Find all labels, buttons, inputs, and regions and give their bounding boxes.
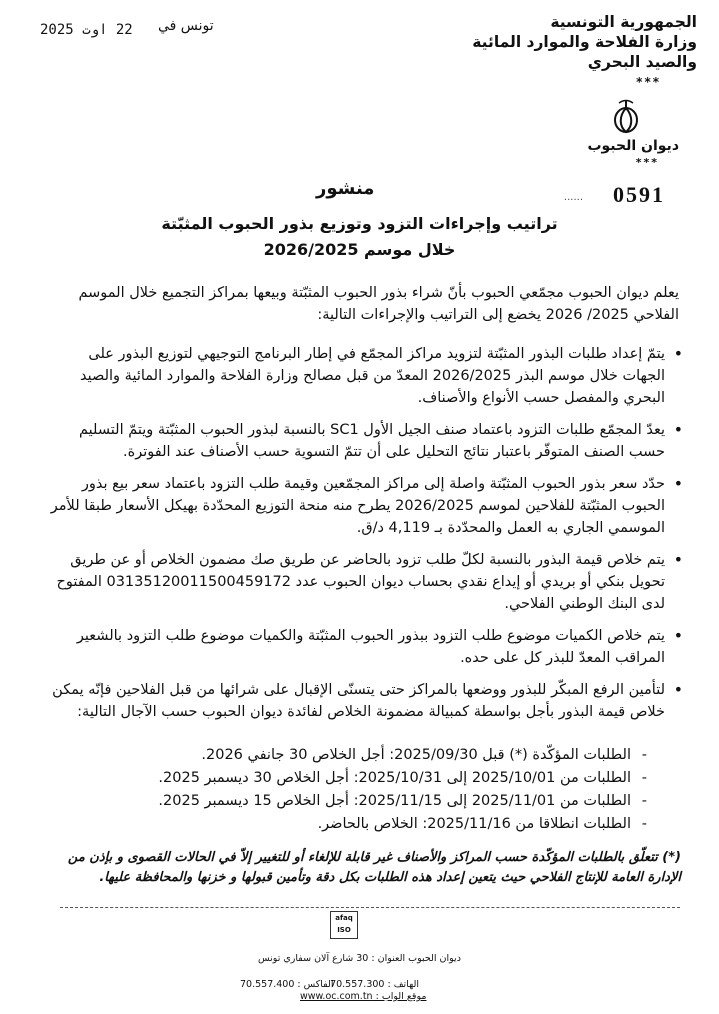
list-item: • يعدّ المجمّع طلبات التزود باعتماد صنف الجيل الأول SC1 بالنسبة لبذور الحبوب المثبّتة ويتمّ التسليم حسب الصنف المتوفّر باعتبار نتائج التحليل على أن تتمّ التسوية حسب الأصناف عند الفوترة. bbox=[43, 419, 685, 463]
footer-fax: الفاكس : 70.557.400 bbox=[240, 979, 334, 990]
list-item: • يتم خلاص الكميات موضوع طلب التزود ببذور الحبوب المثبّتة والكميات موضوع طلب التزود بالشعير المراقب المعدّ للبذر كل على حده. bbox=[43, 625, 685, 669]
list-item: • يتمّ إعداد طلبات البذور المثبّتة لتزويد مراكز المجمّع في إطار البرنامج التوجيهي لتوزيع البذور على الجهات خلال موسم البذر 2026/2025 المعدّ من قبل مصالح وزارة الفلاحة والموارد المائية والصيد البحري والمفصل حسب الأنواع والأصناف. bbox=[43, 343, 685, 409]
procedure-list bbox=[43, 343, 685, 733]
document-type: منشور bbox=[316, 178, 375, 199]
reference-dots: ...... bbox=[563, 192, 583, 203]
ministry-line-2: والصيد البحري bbox=[587, 53, 697, 71]
list-item: • يتم خلاص قيمة البذور بالنسبة لكلّ طلب تزود بالحاضر عن طريق صك مضمون الخلاص أو عن طريق تحويل بنكي أو بريدي أو إيداع نقدي بحساب ديوان الحبوب عدد 03135120011500459172 المفتوح لدى البنك الوطني الفلاحي. bbox=[43, 549, 685, 615]
letterhead bbox=[397, 12, 697, 92]
certification-seal: afaq ISO bbox=[330, 911, 358, 939]
city-label: تونس في bbox=[158, 18, 214, 34]
footer-address: ديوان الحبوب العنوان : 30 شارع آلان سفاري تونس bbox=[258, 953, 461, 964]
payment-deadlines bbox=[107, 744, 647, 836]
list-item: • لتأمين الرفع المبكّر للبذور ووضعها بالمراكز حتى يتسنّى الإقبال على شرائها من قبل الفلاحين فإنّه يمكن خلاص قيمة البذور بأجل بواسطة كمبيالة مضمونة الخلاص لفائدة ديوان الحبوب حسب الآجال التالية: bbox=[43, 679, 685, 723]
deadline-item: - الطلبات من 2025/11/01 إلى 2025/11/15: أجل الخلاص 15 ديسمبر 2025. bbox=[107, 790, 647, 813]
republic-name: الجمهورية التونسية bbox=[550, 13, 697, 31]
ministry-line-1: وزارة الفلاحة والموارد المائية bbox=[472, 33, 697, 51]
intro-paragraph: يعلم ديوان الحبوب مجمّعي الحبوب بأنّ شراء بذور الحبوب المثبّتة وبيعها بمراكز التجميع خلال الموسم الفلاحي 2025/ 2026 يخضع إلى التراتيب والإجراءات التالية: bbox=[78, 285, 679, 323]
footer-phone: الهاتف : 70.557.300 bbox=[330, 979, 419, 990]
separator-stars: *** bbox=[636, 75, 661, 89]
separator-stars-2: *** bbox=[635, 156, 659, 169]
reference-number: 0591 bbox=[613, 182, 665, 207]
document-subtitle: خلال موسم 2026/2025 bbox=[263, 240, 456, 259]
office-logo-icon bbox=[609, 98, 643, 138]
footer-website[interactable]: موقع الواب : www.oc.com.tn bbox=[300, 991, 427, 1002]
deadline-item: - الطلبات المؤكّدة (*) قبل 2025/09/30: أجل الخلاص 30 جانفي 2026. bbox=[107, 744, 647, 767]
deadline-item: - الطلبات من 2025/10/01 إلى 2025/10/31: أجل الخلاص 30 ديسمبر 2025. bbox=[107, 767, 647, 790]
document-title: تراتيب وإجراءات التزود وتوزيع بذور الحبوب المثبّتة bbox=[161, 214, 558, 233]
deadline-item: - الطلبات انطلاقا من 2025/11/16: الخلاص بالحاضر. bbox=[107, 813, 647, 836]
issue-date: 22 اوت 2025 bbox=[40, 22, 133, 38]
list-item: • حدّد سعر بذور الحبوب المثبّتة واصلة إلى مراكز المجمّعين وقيمة طلب التزود باعتماد سعر بيع بذور الحبوب المثبّتة للفلاحين لموسم 2026/2025 يطرح منه منحة التوزيع المحدّدة بهيكل الأسعار طبقا للأمر الموسمي الجاري به العمل والمحدّدة بـ 4,119 د/ق. bbox=[43, 473, 685, 539]
office-name: ديوان الحبوب bbox=[587, 138, 679, 154]
footer-divider bbox=[60, 907, 680, 908]
footnote: (*) تتعلّق بالطلبات المؤكّدة حسب المراكز والأصناف غير قابلة للإلغاء أو للتغيير إلاّ في الحالات القصوى و بإذن من الإدارة العامة للإنتاج الفلاحي حيث يتعين إعداد هذه الطلبات بكل دقة وتأمين قبولها و خزنها والمحافظة عليها. bbox=[67, 850, 681, 885]
